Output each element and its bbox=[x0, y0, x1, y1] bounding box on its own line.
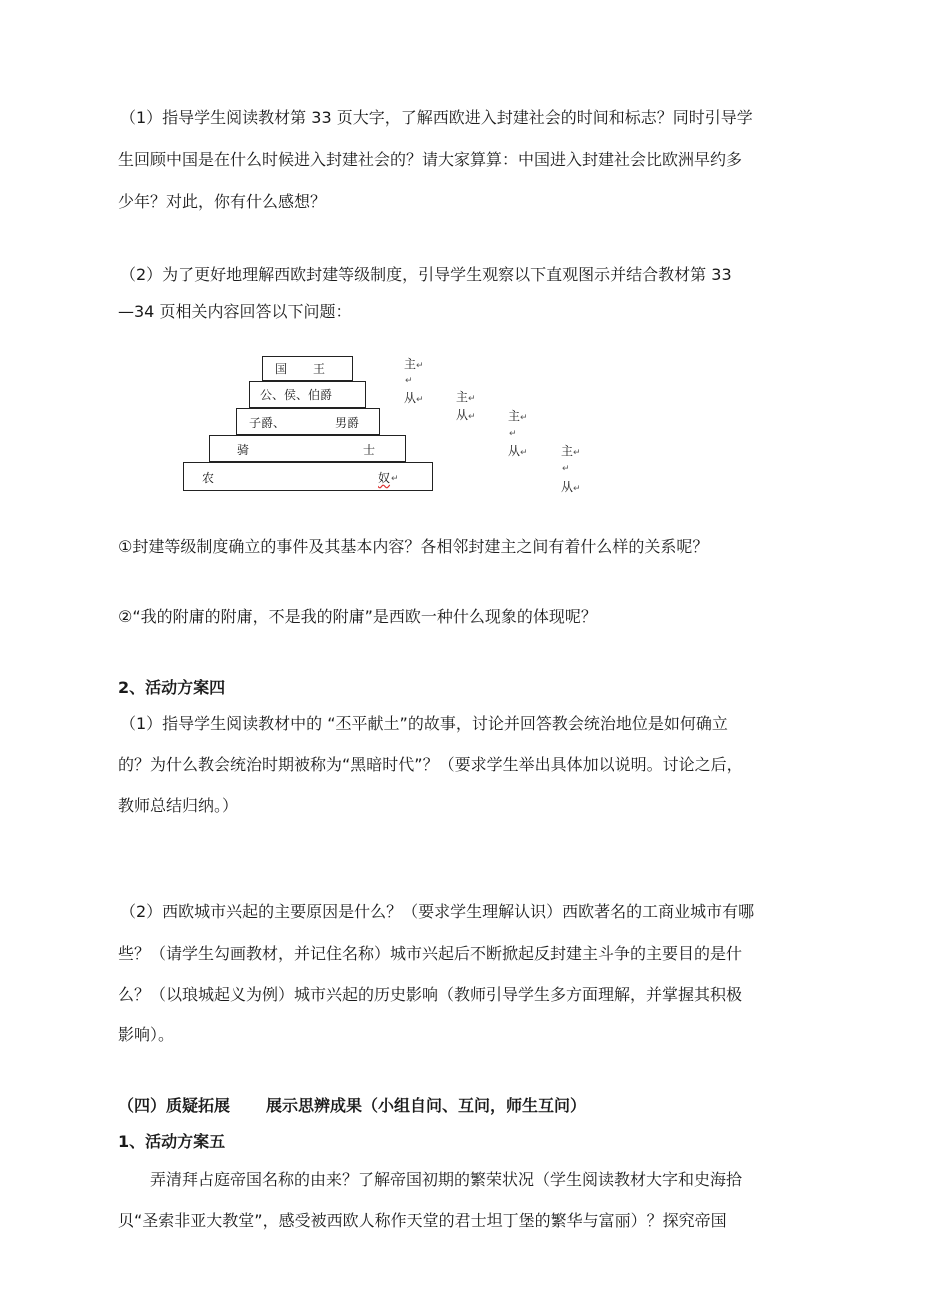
vassal-label-2: 从↵ bbox=[456, 408, 476, 422]
lord-label-2: 主↵ bbox=[456, 390, 476, 404]
return-mark: ↵ bbox=[391, 474, 399, 484]
return-mark: ↵ bbox=[405, 376, 413, 386]
activity-4-line-1: （1）指导学生阅读教材中的 “丕平献土”的故事，讨论并回答教会统治地位是如何确立 bbox=[120, 714, 728, 733]
lord-label-3: 主↵ bbox=[508, 409, 528, 423]
p2-line-2: —34 页相关内容回答以下问题： bbox=[118, 302, 352, 321]
p1-line-2: 生回顾中国是在什么时候进入封建社会的？请大家算算：中国进入封建社会比欧洲早约多 bbox=[118, 150, 743, 169]
activity-4b-line-3: 么？（以琅城起义为例）城市兴起的历史影响（教师引导学生多方面理解，并掌握其积极 bbox=[118, 985, 743, 1004]
p2-line-1: （2）为了更好地理解西欧封建等级制度，引导学生观察以下直观图示并结合教材第 33 bbox=[120, 265, 732, 284]
tier-viscounts-left: 子爵、 bbox=[249, 416, 286, 430]
question-2: ②“我的附庸的附庸，不是我的附庸”是西欧一种什么现象的体现呢？ bbox=[118, 607, 597, 626]
lord-label-1: 主↵ bbox=[404, 357, 424, 371]
tier-knights-right: 士 bbox=[363, 443, 376, 457]
tier-king-right: 王 bbox=[313, 362, 326, 376]
tier-viscounts-right: 男爵 bbox=[335, 416, 360, 430]
vassal-label-1: 从↵ bbox=[404, 391, 424, 405]
activity-4b-line-1: （2）西欧城市兴起的主要原因是什么？（要求学生理解认识）西欧著名的工商业城市有哪 bbox=[120, 902, 755, 921]
p1-line-1: （1）指导学生阅读教材第 33 页大字，了解西欧进入封建社会的时间和标志？同时引导学 bbox=[120, 108, 753, 127]
activity-4b-line-4: 影响）。 bbox=[118, 1025, 175, 1044]
tier-viscounts bbox=[236, 408, 380, 435]
tier-knights bbox=[209, 435, 406, 462]
section-4-heading bbox=[118, 1096, 586, 1116]
activity-4-heading: 2、活动方案四 bbox=[118, 678, 226, 697]
activity-5-line-2: 贝“圣索非亚大教堂”，感受被西欧人称作天堂的君士坦丁堡的繁华与富丽）？探究帝国 bbox=[118, 1211, 727, 1230]
activity-4-line-2: 的？为什么教会统治时期被称为“黑暗时代”？（要求学生举出具体加以说明。讨论之后， bbox=[118, 755, 743, 774]
tier-serfs-right: 奴 bbox=[378, 471, 391, 485]
tier-serfs bbox=[183, 462, 433, 491]
activity-5-line-1: 弄清拜占庭帝国名称的由来？了解帝国初期的繁荣状况（学生阅读教材大字和史海拾 bbox=[150, 1170, 743, 1189]
tier-serfs-left: 农 bbox=[202, 471, 215, 485]
question-1: ①封建等级制度确立的事件及其基本内容？各相邻封建主之间有着什么样的关系呢？ bbox=[118, 537, 709, 556]
vassal-label-3: 从↵ bbox=[508, 444, 528, 458]
p1-line-3: 少年？对此，你有什么感想？ bbox=[118, 192, 327, 211]
tier-knights-left: 骑 bbox=[237, 443, 250, 457]
section-4-subtitle: 展示思辨成果（小组自问、互问，师生互问） bbox=[266, 1096, 587, 1115]
return-mark: ↵ bbox=[562, 464, 570, 474]
activity-4-line-3: 教师总结归纳。） bbox=[118, 796, 239, 815]
tier-king bbox=[262, 356, 353, 381]
activity-4b-line-2: 些？（请学生勾画教材，并记住名称）城市兴起后不断掀起反封建主斗争的主要目的是什 bbox=[118, 944, 743, 963]
activity-5-heading: 1、活动方案五 bbox=[118, 1132, 226, 1151]
return-mark: ↵ bbox=[509, 429, 517, 439]
tier-dukes-label: 公、侯、伯爵 bbox=[260, 388, 333, 402]
section-4-title: （四）质疑拓展 bbox=[118, 1096, 231, 1115]
lord-label-4: 主↵ bbox=[561, 444, 581, 458]
vassal-label-4: 从↵ bbox=[561, 480, 581, 494]
tier-king-left: 国 bbox=[275, 362, 288, 376]
tier-dukes bbox=[249, 381, 366, 408]
